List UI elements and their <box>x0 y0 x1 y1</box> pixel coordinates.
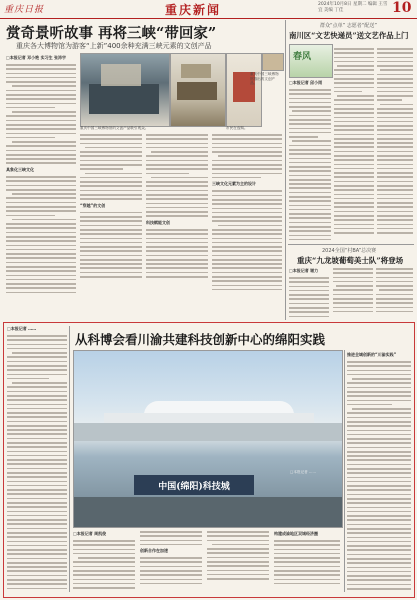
bottom-subhead-1: 创新合作在加速 <box>140 548 168 554</box>
bottom-col-4 <box>274 531 340 593</box>
left-story-dateline: □本报记者 …… <box>7 326 37 331</box>
left-story-col <box>7 326 67 592</box>
date-line: 2024年10月8日 星期二 编辑 王雪宜 美编 丁佳 <box>318 2 388 13</box>
right1-col-1 <box>289 80 331 240</box>
mini-inset-caption: 重庆中国三峡博物馆推出的文创产品。 <box>250 72 279 85</box>
top-subhead-2: “穿越”的文创 <box>80 202 106 208</box>
right1-dateline: □本报记者 邱小雨 <box>289 80 323 85</box>
bottom-col-2 <box>140 531 202 593</box>
bottom-left-divider <box>69 326 70 592</box>
right2-headline: 重庆“九龙坡葡萄美士队”将登场 <box>297 256 404 265</box>
right1-col-2 <box>334 48 374 240</box>
right2-top-rule <box>288 244 414 245</box>
photo-side-note-text: □本报记者 …… <box>290 470 317 474</box>
right2-col-3 <box>376 268 413 318</box>
top-story-col-3 <box>146 134 208 309</box>
top-photo-mid <box>170 53 226 127</box>
right2-dateline: □本报记者 谢力 <box>289 268 319 273</box>
top-story-subhead: 重庆各大博物馆为游客“上新”400余种充满三峡元素的文创产品 <box>16 42 212 50</box>
bottom-dateline: □本报记者 周凯俊 <box>73 531 107 536</box>
top-subhead-4: 三峡文化元素为主的设计 <box>212 181 256 187</box>
top-story-col-2 <box>80 134 142 309</box>
top-story-col-1 <box>6 55 76 310</box>
bottom-story-headline: 从科博会看川渝共建科技创新中心的绵阳实践 <box>75 332 326 347</box>
page-header <box>0 0 417 19</box>
bottom-col-3 <box>207 531 269 593</box>
newspaper-brand: 重庆日报 <box>4 5 45 15</box>
mini-inset-photo <box>262 53 284 71</box>
bottom-right-col-head: 推进全域创新的“川渝实践” <box>347 352 397 357</box>
bottom-subhead-2: 构建成渝地区双城经济圈 <box>274 531 318 536</box>
top-story-dateline: □本报记者 邓小艳 实习生 张沛宇 <box>6 55 66 60</box>
top-story-col-4 <box>212 134 282 309</box>
bottom-right-col <box>347 352 411 592</box>
top-photo-right <box>226 53 262 127</box>
right1-kicker: 群众“点单” 志愿者“配送” <box>320 23 377 29</box>
page-number: 10 <box>392 0 412 16</box>
right1-col-3 <box>377 48 413 240</box>
right2-col-2 <box>333 268 373 318</box>
right2-col-1 <box>289 268 329 318</box>
bottom-col-1 <box>73 531 135 593</box>
right1-headline: 南川区“文艺快递员”送文艺作品上门 <box>289 31 409 40</box>
top-photo-caption-right: 市民在选购。 <box>226 126 248 130</box>
bottom-right-divider <box>344 350 345 592</box>
top-subhead-1: 具象化三峡文化 <box>6 167 34 173</box>
top-photo-left <box>80 53 170 127</box>
top-subhead-3: 科技赋能文创 <box>146 219 170 225</box>
section-title: 重庆新闻 <box>165 3 222 17</box>
right2-kicker: 2024全国“村BA”总决赛 <box>322 248 377 254</box>
top-story-headline: 赏奇景听故事 再将三峡“带回家” <box>6 25 217 42</box>
column-divider <box>285 20 286 320</box>
photo-sign-text: 中国(绵阳)科技城 <box>158 481 230 492</box>
photo-side-note <box>290 470 340 520</box>
right1-inset-label: 春风 <box>293 52 312 62</box>
top-photo-caption-left: 重庆中国三峡博物馆的文创产品吸引观众。 <box>80 126 149 130</box>
right1-inset <box>289 44 333 78</box>
